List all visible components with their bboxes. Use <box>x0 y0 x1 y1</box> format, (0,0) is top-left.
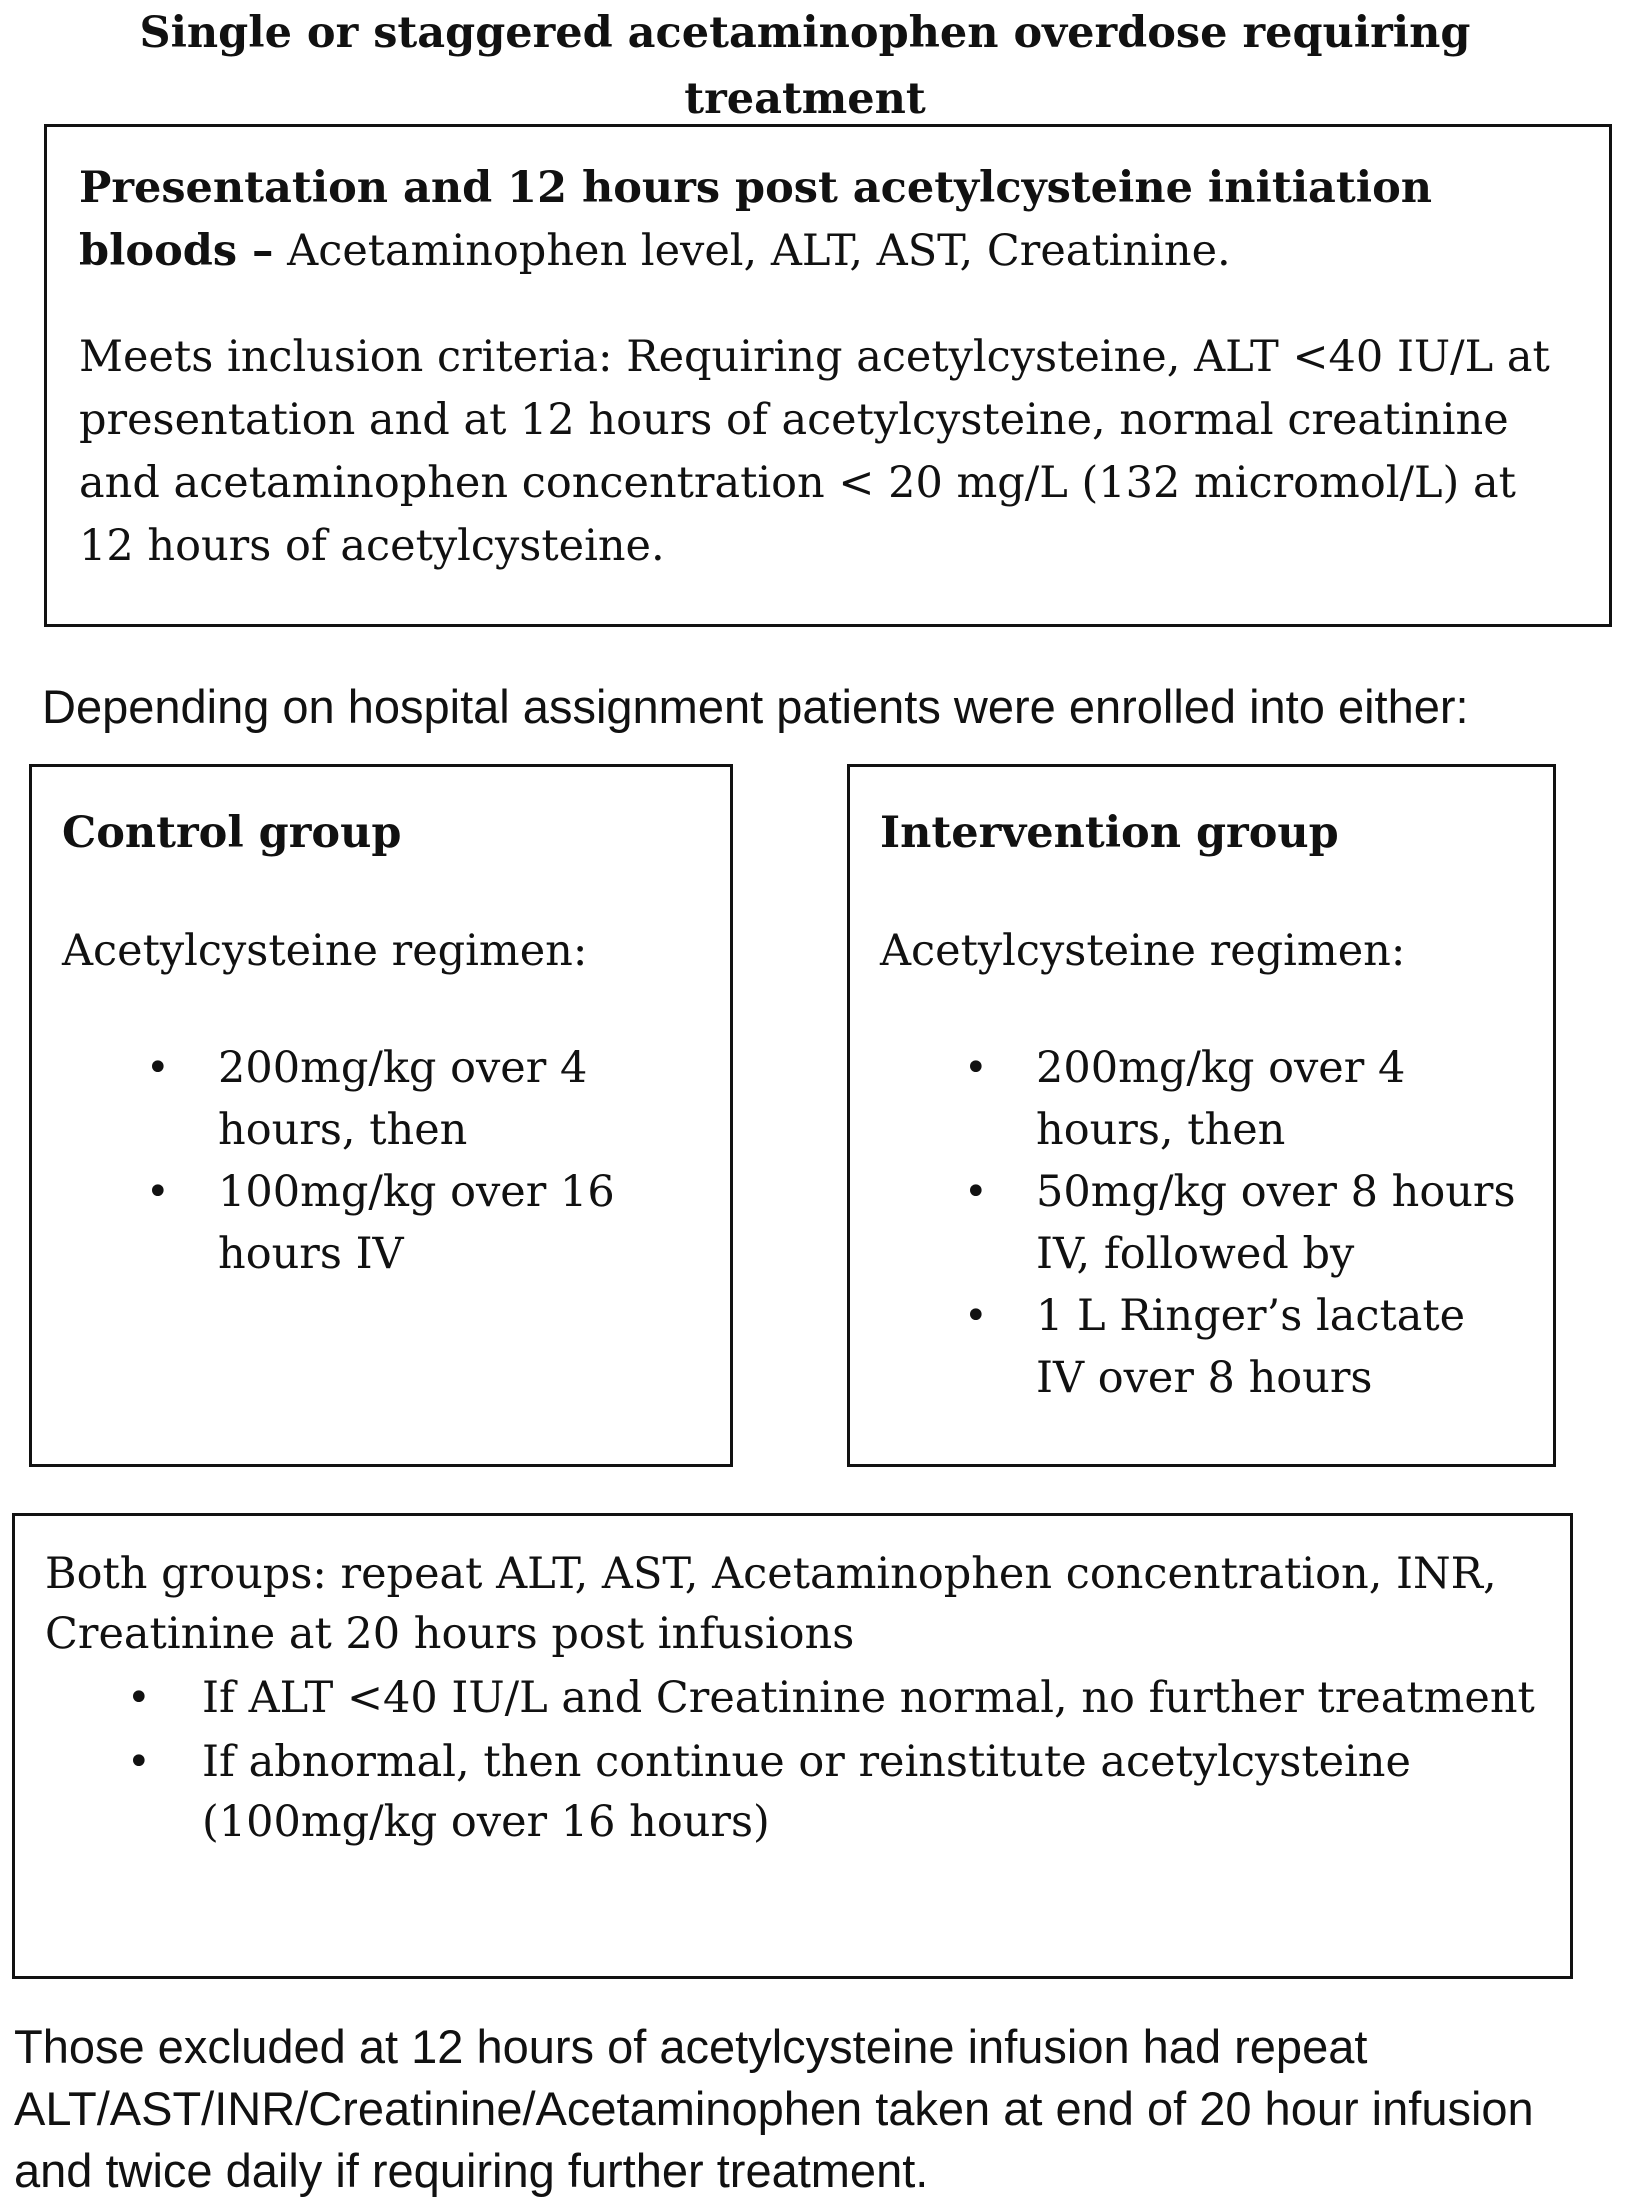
bullet-icon: • <box>964 1293 988 1339</box>
both-groups-item-text: If ALT <40 IU/L and Creatinine normal, no further treatment <box>202 1673 1535 1723</box>
control-group-title: Control group <box>62 808 402 858</box>
control-item-text: 200mg/kg over 4 hours, then <box>218 1043 588 1155</box>
bullet-icon: • <box>127 1739 151 1785</box>
inclusion-criteria: Meets inclusion criteria: Requiring acetylcysteine, ALT <40 IU/L at presentation and at 12 hours of acetylcysteine, normal creatinine and acetaminophen concentration < 20 mg/L (132 micromol/L) at 12 hours of acetylcysteine. <box>79 332 1550 571</box>
list-item <box>880 1037 1523 1161</box>
intervention-group-box <box>847 764 1556 1467</box>
excluded-note: Those excluded at 12 hours of acetylcysteine infusion had repeat ALT/AST/INR/Creatinine/Acetaminophen taken at end of 20 hour infusion and twice daily if requiring further treatment. <box>14 2020 1534 2197</box>
control-group-box <box>29 764 733 1467</box>
bullet-icon: • <box>127 1675 151 1721</box>
both-groups-box <box>12 1513 1573 1979</box>
presentation-heading-bold: Presentation and 12 hours post acetylcysteine initiation bloods – <box>79 163 1433 276</box>
flowchart-title: Single or staggered acetaminophen overdose requiring treatment <box>139 8 1471 124</box>
intervention-item-text: 200mg/kg over 4 hours, then <box>1036 1043 1406 1155</box>
control-regimen-list <box>62 1037 700 1285</box>
bullet-icon: • <box>964 1169 988 1215</box>
control-regimen-label: Acetylcysteine regimen: <box>62 926 588 976</box>
both-groups-list <box>45 1668 1540 1852</box>
list-item <box>62 1037 700 1161</box>
bullet-icon: • <box>146 1045 170 1091</box>
intervention-regimen-label: Acetylcysteine regimen: <box>880 926 1406 976</box>
list-item <box>880 1161 1523 1285</box>
list-item <box>880 1285 1523 1409</box>
list-item <box>45 1668 1540 1728</box>
both-groups-lead: Both groups: repeat ALT, AST, Acetaminophen concentration, INR, Creatinine at 20 hours post infusions <box>45 1549 1497 1659</box>
list-item <box>62 1161 700 1285</box>
intervention-item-text: 1 L Ringer’s lactate IV over 8 hours <box>1036 1291 1466 1403</box>
control-item-text: 100mg/kg over 16 hours IV <box>218 1167 615 1279</box>
presentation-heading-rest: Acetaminophen level, ALT, AST, Creatinine. <box>273 226 1231 276</box>
enrollment-text: Depending on hospital assignment patients were enrolled into either: <box>42 680 1469 733</box>
presentation-heading <box>79 157 1577 283</box>
bullet-icon: • <box>146 1169 170 1215</box>
intervention-regimen-list <box>880 1037 1523 1409</box>
intervention-item-text: 50mg/kg over 8 hours IV, followed by <box>1036 1167 1516 1279</box>
intervention-group-title: Intervention group <box>880 808 1339 858</box>
bullet-icon: • <box>964 1045 988 1091</box>
list-item <box>45 1732 1540 1852</box>
both-groups-item-text: If abnormal, then continue or reinstitute acetylcysteine (100mg/kg over 16 hours) <box>202 1737 1411 1847</box>
presentation-box <box>44 124 1612 627</box>
